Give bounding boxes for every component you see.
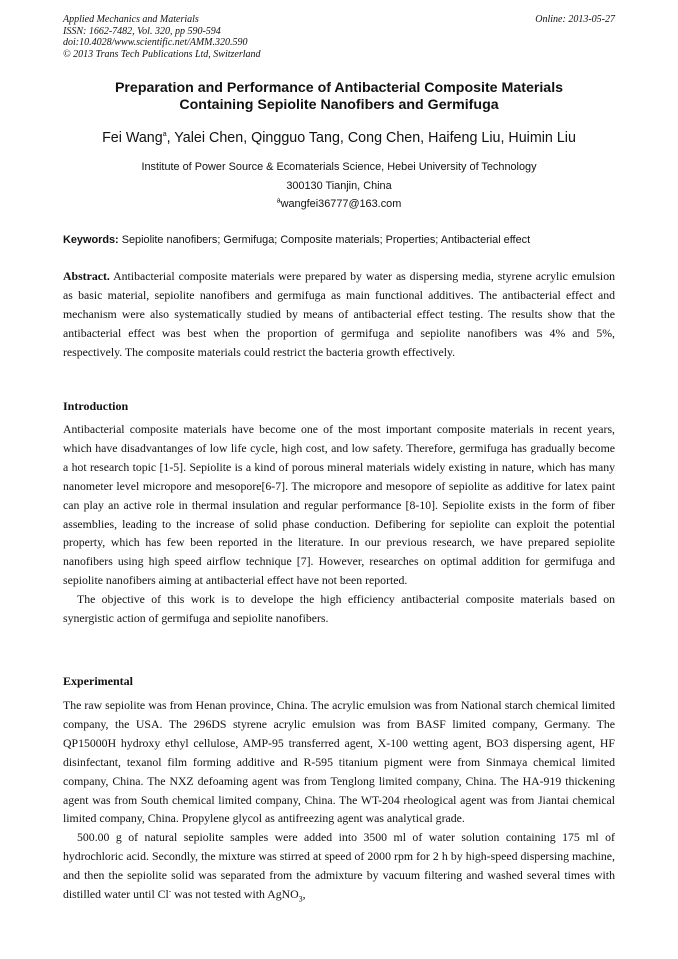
experimental-paragraph-1: The raw sepiolite was from Henan province, China. The acrylic emulsion was from National starch chemical limited company, the USA. The 296DS styrene acrylic emulsion was from BASF limited company, Germany. The QP15000H hydroxy ethyl cellulose, AMP-95 transferred agent, X-100 wetting agent, BO3 dispersing agent, HF disinfectant, texanol film forming additive and R-595 titanium pigment were from Sinmaya chemical limited company, China. The NXZ defoaming agent was from Tenglong limited company, China. The HA-919 thickening agent was from South chemical limited company, China. The WT-204 rheological agent was from Jiantai chemical limited company, China. Propylene glycol as antifreezing agent was analytical grade. bbox=[63, 698, 615, 826]
exp-p2-part-b: was not tested with AgNO bbox=[171, 887, 299, 902]
introduction-heading: Introduction bbox=[63, 399, 129, 413]
online-date: Online: 2013-05-27 bbox=[535, 14, 615, 25]
city: 300130 Tianjin, China bbox=[286, 179, 392, 192]
journal-header bbox=[63, 14, 615, 60]
keywords-label: Keywords: bbox=[63, 234, 119, 246]
experimental-heading: Experimental bbox=[63, 674, 133, 688]
title-line-2: Containing Sepiolite Nanofibers and Germifuga bbox=[179, 97, 499, 113]
doi-line[interactable]: doi:10.4028/www.scientific.net/AMM.320.590 bbox=[63, 37, 248, 48]
first-author: Fei Wang bbox=[102, 130, 163, 146]
email[interactable]: wangfei36777@163.com bbox=[280, 198, 402, 210]
title-line-1: Preparation and Performance of Antibacterial Composite Materials bbox=[114, 80, 564, 96]
introduction-section bbox=[63, 420, 615, 628]
affiliation bbox=[63, 158, 615, 214]
experimental-section bbox=[63, 696, 615, 909]
author-list bbox=[63, 129, 615, 147]
introduction-paragraph-1: Antibacterial composite materials have become one of the most important composite materials in recent years, which have disadvantanges of low life cycle, high cost, and low safety. Therefore, germifuga has gradually become a hot research topic [1-5]. Sepiolite is a kind of porous mineral materials widely existing in nature, which has many nanometer level micropore and mesopore[6-7]. The micropore and mesopore of sepiolite as additive for latex paint can play an active role in thermal insulation and regular performance [8-10]. Sepiolite exists in the form of fiber assemblies, leading to the increase of solid phase conduction. Defibering for sepiolite can exploit the potential property, which has few been reported in the literature. In our previous research, we have prepared sepiolite nanofibers using high speed airflow technique [7]. However, researches on optimal addition for germifuga and sepiolite nanofibers aiming at antibacterial effect have not been reported. bbox=[63, 422, 615, 588]
nitrate-sub: 3 bbox=[298, 894, 303, 904]
chloride-sup: - bbox=[168, 887, 172, 896]
exp-p2-part-a: 500.00 g of natural sepiolite samples were added into 3500 ml of water solution containing 175 ml of hydrochloric acid. Secondly, the mixture was stirred at speed of 2000 rpm for 2 h by high-speed dispersing machine, and then the sepiolite solid was separated from the admixture by vacuum filtering and washed several times with distilled water until Cl bbox=[63, 830, 615, 902]
first-author-sup: a bbox=[162, 131, 167, 139]
paper-title bbox=[63, 80, 615, 114]
abstract-label: Abstract. bbox=[63, 269, 110, 283]
introduction-paragraph-2: The objective of this work is to develope the high efficiency antibacterial composite materials based on synergistic action of germifuga and sepiolite nanofibers. bbox=[63, 592, 615, 626]
abstract bbox=[63, 267, 615, 362]
issn-line: ISSN: 1662-7482, Vol. 320, pp 590-594 bbox=[63, 25, 221, 37]
experimental-paragraph-2 bbox=[63, 828, 615, 909]
copyright-line: © 2013 Trans Tech Publications Ltd, Switzerland bbox=[63, 48, 261, 60]
other-authors: , Yalei Chen, Qingguo Tang, Cong Chen, Haifeng Liu, Huimin Liu bbox=[166, 130, 576, 146]
institute: Institute of Power Source & Ecomaterials Science, Hebei University of Technology bbox=[141, 161, 537, 173]
email-line bbox=[63, 195, 615, 214]
email-sup: a bbox=[276, 197, 281, 205]
journal-name: Applied Mechanics and Materials bbox=[63, 14, 199, 25]
keywords bbox=[63, 233, 623, 247]
exp-p2-part-c: , bbox=[302, 887, 306, 902]
keywords-text: Sepiolite nanofibers; Germifuga; Composite materials; Properties; Antibacterial effect bbox=[118, 234, 531, 246]
abstract-text: Antibacterial composite materials were prepared by water as dispersing media, styrene acrylic emulsion as basic material, sepiolite nanofibers and germifuga as main functional additives. The antibacterial effect and mechanism were also systematically studied by means of antibacterial effect testing. The results show that the antibacterial effect was best when the proportion of germifuga and sepiolite nanofibers was 4% and 5%, respectively. The composite materials could restrict the bacteria growth effectively. bbox=[63, 269, 615, 359]
